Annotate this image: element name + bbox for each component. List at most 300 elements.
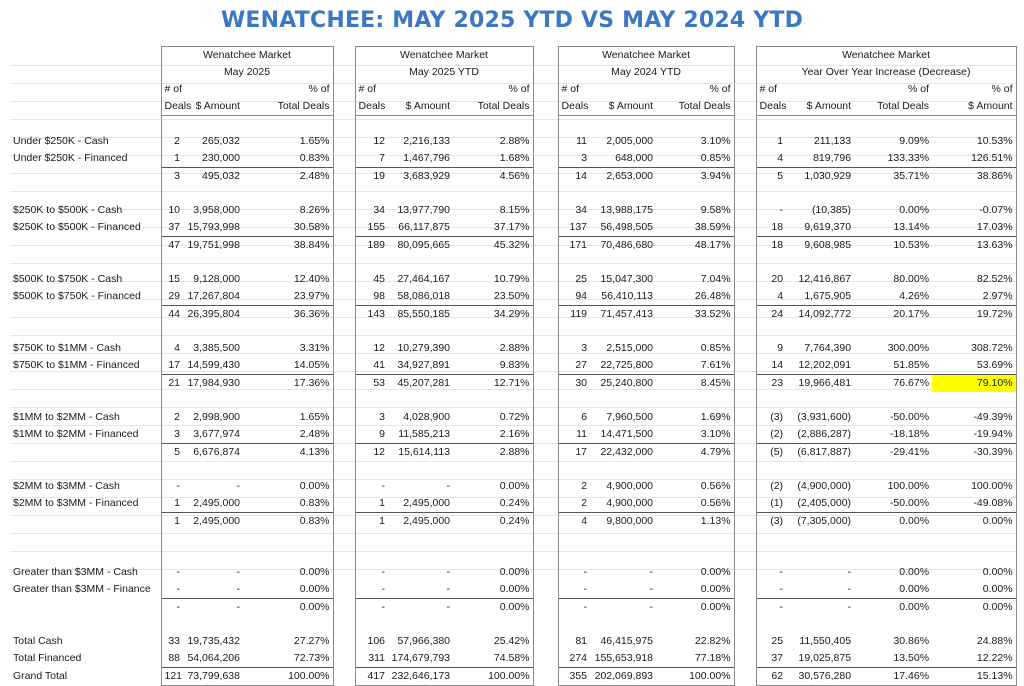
value-cell: 25	[756, 633, 786, 650]
spacer-cell	[333, 495, 355, 513]
value-cell: 9,619,370	[804, 221, 852, 233]
value-cell: 3	[161, 426, 183, 444]
value-cell: 37	[756, 650, 786, 668]
value-cell: 11	[558, 426, 590, 444]
value-cell: 30.58%	[293, 221, 330, 233]
value-cell: 81	[558, 633, 590, 650]
table-row	[10, 219, 1016, 237]
spacer-cell	[333, 478, 355, 495]
column-header: # of	[756, 81, 786, 98]
value-cell: 24	[756, 306, 786, 324]
spacer-cell	[734, 168, 756, 186]
value-cell: -	[183, 599, 243, 617]
empty-cell	[786, 616, 854, 633]
row-label	[10, 323, 161, 340]
value-cell: 17.46%	[854, 668, 932, 686]
value-cell: 0.00%	[453, 599, 533, 617]
value-cell: 17	[161, 357, 183, 375]
value-cell: 24.88%	[932, 633, 1016, 650]
value-cell: 3.10%	[700, 135, 731, 147]
value-cell: 2,998,900	[193, 411, 240, 423]
value-cell: 4	[756, 150, 786, 168]
value-cell: 12,202,091	[798, 359, 852, 371]
empty-cell	[656, 547, 734, 564]
value-cell: 308.72%	[932, 340, 1016, 357]
value-cell: 0.72%	[499, 411, 530, 423]
spacer-cell	[333, 513, 355, 531]
header-market-row	[10, 47, 1016, 65]
value-cell: 2.97%	[932, 288, 1016, 306]
row-label	[10, 547, 161, 564]
spacer-cell	[734, 237, 756, 255]
value-cell: -	[161, 581, 183, 599]
spacer-cell	[533, 616, 558, 633]
value-cell: -50.00%	[889, 497, 930, 509]
value-cell: 11,585,213	[398, 428, 451, 440]
empty-cell	[932, 185, 1016, 202]
row-label	[10, 185, 161, 202]
value-cell: 37.17%	[493, 221, 530, 233]
value-cell: 15,047,300	[600, 273, 654, 285]
value-cell: 54,064,206	[187, 652, 240, 664]
value-cell: 70,486,680	[590, 237, 656, 255]
empty-cell	[453, 185, 533, 202]
empty-cell	[453, 392, 533, 409]
empty-cell	[656, 530, 734, 547]
value-cell: 2,495,000	[183, 513, 243, 531]
spacer-row	[10, 547, 1016, 564]
empty-cell	[756, 392, 786, 409]
value-cell: -	[756, 202, 786, 219]
spacer-cell	[734, 81, 756, 98]
spacer-cell	[533, 547, 558, 564]
value-cell: 57,966,380	[397, 635, 451, 647]
subtotal-row	[10, 599, 1016, 617]
value-cell: 100.00%	[243, 668, 333, 686]
value-cell: 3	[161, 168, 183, 186]
spacer-cell	[533, 81, 558, 98]
value-cell: 29	[161, 288, 183, 306]
spacer-cell	[533, 98, 558, 116]
page-title: WENATCHEE: MAY 2025 YTD VS MAY 2024 YTD	[220, 8, 804, 33]
value-cell: -	[161, 478, 183, 495]
value-cell: (2,886,287)	[797, 428, 852, 440]
column-header: Deals	[756, 98, 786, 116]
value-cell: 4.26%	[899, 290, 930, 302]
spacer-cell	[734, 64, 756, 81]
value-cell: 0.00%	[899, 583, 930, 595]
value-cell: 12.71%	[453, 375, 533, 393]
value-cell: 34.29%	[453, 306, 533, 324]
empty-cell	[854, 530, 932, 547]
empty-cell	[388, 254, 453, 271]
empty-cell	[161, 323, 183, 340]
spacer-cell	[533, 426, 558, 444]
empty-cell	[161, 116, 183, 134]
spacer-cell	[333, 98, 355, 116]
group-header: May 2025 YTD	[355, 64, 533, 81]
row-label	[10, 461, 161, 478]
value-cell: 25.42%	[493, 635, 530, 647]
empty-cell	[590, 185, 656, 202]
empty-cell	[590, 254, 656, 271]
spacer-cell	[734, 599, 756, 617]
empty-cell	[932, 323, 1016, 340]
value-cell: 2.88%	[499, 342, 530, 354]
value-cell: -	[236, 583, 240, 595]
spacer-cell	[533, 513, 558, 531]
value-cell: 47	[161, 237, 183, 255]
row-label: Under $250K - Cash	[13, 135, 109, 147]
value-cell: 2.88%	[499, 135, 530, 147]
value-cell: -	[236, 480, 240, 492]
empty-cell	[558, 254, 590, 271]
value-cell: 30,576,280	[786, 668, 854, 686]
value-cell: 7.04%	[700, 273, 731, 285]
empty-cell	[183, 461, 243, 478]
spacer-cell	[734, 530, 756, 547]
empty-cell	[388, 547, 453, 564]
column-header	[786, 81, 854, 98]
value-cell: 3,385,500	[193, 342, 240, 354]
value-cell: 0.24%	[453, 513, 533, 531]
value-cell: 3,958,000	[193, 204, 240, 216]
spacer-cell	[333, 650, 355, 668]
empty-cell	[243, 530, 333, 547]
value-cell: 121	[161, 668, 183, 686]
value-cell: -	[590, 599, 656, 617]
empty-cell	[786, 185, 854, 202]
value-cell: 44	[161, 306, 183, 324]
empty-cell	[558, 185, 590, 202]
value-cell: 137	[558, 219, 590, 237]
spacer-cell	[734, 547, 756, 564]
value-cell: 4	[558, 513, 590, 531]
spacer-cell	[734, 306, 756, 324]
value-cell: 0.83%	[299, 497, 330, 509]
empty-cell	[388, 185, 453, 202]
empty-cell	[388, 461, 453, 478]
value-cell: 0.00%	[932, 599, 1016, 617]
empty-cell	[854, 392, 932, 409]
empty-cell	[590, 323, 656, 340]
spacer-cell	[734, 254, 756, 271]
value-cell: 230,000	[202, 152, 240, 164]
spacer-cell	[533, 375, 558, 393]
empty-cell	[453, 254, 533, 271]
value-cell: 4.79%	[656, 444, 734, 462]
empty-cell	[656, 185, 734, 202]
value-cell: 300.00%	[887, 342, 930, 354]
empty-cell	[243, 616, 333, 633]
spacer-cell	[333, 168, 355, 186]
header-period-row	[10, 64, 1016, 81]
value-cell: 12	[355, 444, 388, 462]
spacer-row	[10, 392, 1016, 409]
empty-cell	[355, 530, 388, 547]
value-cell: 2,216,133	[403, 135, 451, 147]
empty-cell	[656, 461, 734, 478]
row-label: $750K to $1MM - Financed	[13, 359, 140, 372]
empty-cell	[243, 116, 333, 134]
value-cell: 2,515,000	[606, 342, 654, 354]
value-cell: 8.45%	[656, 375, 734, 393]
empty-cell	[590, 392, 656, 409]
spacer-cell	[734, 202, 756, 219]
row-label: $500K to $750K - Cash	[13, 273, 123, 285]
value-cell: 53.69%	[932, 357, 1016, 375]
value-cell: 417	[355, 668, 388, 686]
spacer-cell	[333, 392, 355, 409]
value-cell: 0.00%	[299, 583, 330, 595]
spacer-cell	[533, 237, 558, 255]
spacer-cell	[734, 150, 756, 168]
group-header: Wenatchee Market	[756, 47, 1016, 65]
spacer-cell	[533, 599, 558, 617]
empty-cell	[453, 461, 533, 478]
value-cell: 4.13%	[243, 444, 333, 462]
row-label: Greater than $3MM - Finance	[13, 583, 151, 596]
subtotal-row	[10, 237, 1016, 255]
value-cell: 85,550,185	[388, 306, 453, 324]
value-cell: 19	[355, 168, 388, 186]
spacer-row	[10, 461, 1016, 478]
value-cell: 12.22%	[932, 650, 1016, 668]
value-cell: 100.00%	[932, 478, 1016, 495]
value-cell: 13.14%	[893, 221, 930, 233]
value-cell: 6,676,874	[183, 444, 243, 462]
spacer-cell	[734, 116, 756, 134]
table-row	[10, 581, 1016, 599]
subtotal-row	[10, 513, 1016, 531]
value-cell: -	[786, 599, 854, 617]
spacer-cell	[333, 237, 355, 255]
empty-cell	[756, 116, 786, 134]
value-cell: 3	[355, 409, 388, 426]
value-cell: 22.82%	[694, 635, 731, 647]
value-cell: -	[355, 599, 388, 617]
value-cell: 1,467,796	[403, 152, 451, 164]
empty-cell	[786, 323, 854, 340]
spacer-cell	[533, 254, 558, 271]
value-cell: 25	[558, 271, 590, 288]
value-cell: 0.83%	[299, 152, 330, 164]
group-header: Wenatchee Market	[558, 47, 734, 65]
empty-cell	[161, 254, 183, 271]
empty-cell	[854, 461, 932, 478]
value-cell: 14,471,500	[600, 428, 654, 440]
value-cell: 0.56%	[700, 497, 731, 509]
value-cell: 9,128,000	[193, 273, 240, 285]
value-cell: -18.18%	[889, 428, 930, 440]
column-header	[183, 81, 243, 98]
spacer-row	[10, 323, 1016, 340]
value-cell: 18	[756, 237, 786, 255]
spacer-cell	[533, 392, 558, 409]
spacer-cell	[333, 254, 355, 271]
spacer-cell	[734, 461, 756, 478]
empty-cell	[243, 461, 333, 478]
value-cell: 9,608,985	[786, 237, 854, 255]
value-cell: 27.27%	[293, 635, 330, 647]
row-label: $250K to $500K - Cash	[13, 204, 123, 216]
row-label: Greater than $3MM - Cash	[13, 566, 138, 578]
row-label: $250K to $500K - Financed	[13, 221, 141, 234]
row-label	[10, 513, 161, 531]
value-cell: 38.84%	[243, 237, 333, 255]
column-header: Total Deals	[243, 98, 333, 116]
spacer-cell	[533, 219, 558, 237]
value-cell: 0.00%	[243, 599, 333, 617]
empty-cell	[183, 254, 243, 271]
value-cell: 2,495,000	[403, 497, 451, 509]
empty-cell	[355, 323, 388, 340]
value-cell: 1	[161, 150, 183, 168]
column-header: $ Amount	[786, 98, 854, 116]
empty-cell	[161, 616, 183, 633]
empty-cell	[786, 116, 854, 134]
spacer-cell	[333, 288, 355, 306]
value-cell: 0.85%	[700, 152, 731, 164]
value-cell: 126.51%	[932, 150, 1016, 168]
value-cell: 0.85%	[700, 342, 731, 354]
spacer-cell	[533, 47, 558, 65]
spacer-cell	[734, 392, 756, 409]
table-row	[10, 133, 1016, 150]
empty-cell	[854, 254, 932, 271]
empty-cell	[453, 116, 533, 134]
total-row	[10, 633, 1016, 650]
spacer-cell	[333, 306, 355, 324]
empty-cell	[388, 616, 453, 633]
column-header	[590, 81, 656, 98]
value-cell: 0.00%	[854, 599, 932, 617]
value-cell: -	[847, 583, 852, 595]
value-cell: 6	[558, 409, 590, 426]
empty-cell	[786, 547, 854, 564]
value-cell: 9	[355, 426, 388, 444]
value-cell: 2	[161, 409, 183, 426]
row-label	[10, 530, 161, 547]
value-cell: 3.31%	[299, 342, 330, 354]
total-row	[10, 650, 1016, 668]
value-cell: 1.69%	[700, 411, 731, 423]
spacer-cell	[734, 185, 756, 202]
column-header: $ Amount	[388, 98, 453, 116]
spacer-cell	[533, 116, 558, 134]
value-cell: 9.58%	[700, 204, 731, 216]
spacer-cell	[333, 530, 355, 547]
row-label	[10, 392, 161, 409]
column-header: Deals	[161, 98, 183, 116]
value-cell: 34	[355, 202, 388, 219]
value-cell: -29.41%	[854, 444, 932, 462]
value-cell: 71,457,413	[590, 306, 656, 324]
value-cell: 12,416,867	[798, 273, 852, 285]
value-cell: 648,000	[615, 152, 654, 164]
table-row	[10, 564, 1016, 581]
spacer-cell	[734, 616, 756, 633]
empty-cell	[932, 547, 1016, 564]
value-cell: 19,966,481	[786, 375, 854, 393]
value-cell: 17	[558, 444, 590, 462]
value-cell: 41	[355, 357, 388, 375]
value-cell: -	[161, 564, 183, 581]
value-cell: 5	[756, 168, 786, 186]
value-cell: -49.08%	[932, 495, 1016, 513]
value-cell: 80,095,665	[388, 237, 453, 255]
spacer-cell	[333, 185, 355, 202]
value-cell: 0.83%	[243, 513, 333, 531]
value-cell: 7,960,500	[606, 411, 654, 423]
value-cell: 0.00%	[499, 583, 530, 595]
table-body	[10, 47, 1016, 686]
value-cell: 15,614,113	[388, 444, 453, 462]
spacer-cell	[333, 357, 355, 375]
column-header	[388, 81, 453, 98]
value-cell: 0.24%	[499, 497, 530, 509]
row-label	[10, 306, 161, 324]
value-cell: (10,385)	[811, 204, 852, 216]
empty-cell	[183, 392, 243, 409]
row-label	[10, 444, 161, 462]
empty-cell	[854, 323, 932, 340]
value-cell: -0.07%	[932, 202, 1016, 219]
value-cell: (7,305,000)	[786, 513, 854, 531]
spacer-cell	[734, 409, 756, 426]
value-cell: 100.00%	[453, 668, 533, 686]
value-cell: 25,240,800	[590, 375, 656, 393]
value-cell: 0.00%	[499, 566, 530, 578]
empty-cell	[756, 323, 786, 340]
spacer-cell	[734, 478, 756, 495]
spacer-cell	[533, 306, 558, 324]
empty-cell	[355, 547, 388, 564]
value-cell: 11	[558, 133, 590, 150]
value-cell: -30.39%	[932, 444, 1016, 462]
value-cell: -	[446, 566, 451, 578]
empty-cell	[355, 461, 388, 478]
value-cell: -	[756, 564, 786, 581]
empty-cell	[183, 547, 243, 564]
empty-cell	[243, 392, 333, 409]
spacer-cell	[734, 495, 756, 513]
empty-cell	[932, 116, 1016, 134]
row-label	[10, 47, 161, 65]
value-cell: 34	[558, 202, 590, 219]
value-cell: 10,279,390	[397, 342, 451, 354]
value-cell: 2,005,000	[606, 135, 654, 147]
empty-cell	[854, 185, 932, 202]
value-cell: -	[355, 478, 388, 495]
spacer-cell	[734, 564, 756, 581]
value-cell: 4,900,000	[606, 497, 654, 509]
value-cell: 14,599,430	[187, 359, 240, 371]
empty-cell	[558, 392, 590, 409]
value-cell: 45	[355, 271, 388, 288]
value-cell: 3	[558, 150, 590, 168]
table-row	[10, 340, 1016, 357]
empty-cell	[161, 461, 183, 478]
empty-cell	[786, 254, 854, 271]
empty-cell	[786, 392, 854, 409]
spacer-cell	[333, 444, 355, 462]
column-header: Deals	[558, 98, 590, 116]
value-cell: 23.97%	[293, 290, 330, 302]
value-cell: 82.52%	[932, 271, 1016, 288]
empty-cell	[656, 323, 734, 340]
value-cell: 15.13%	[932, 668, 1016, 686]
